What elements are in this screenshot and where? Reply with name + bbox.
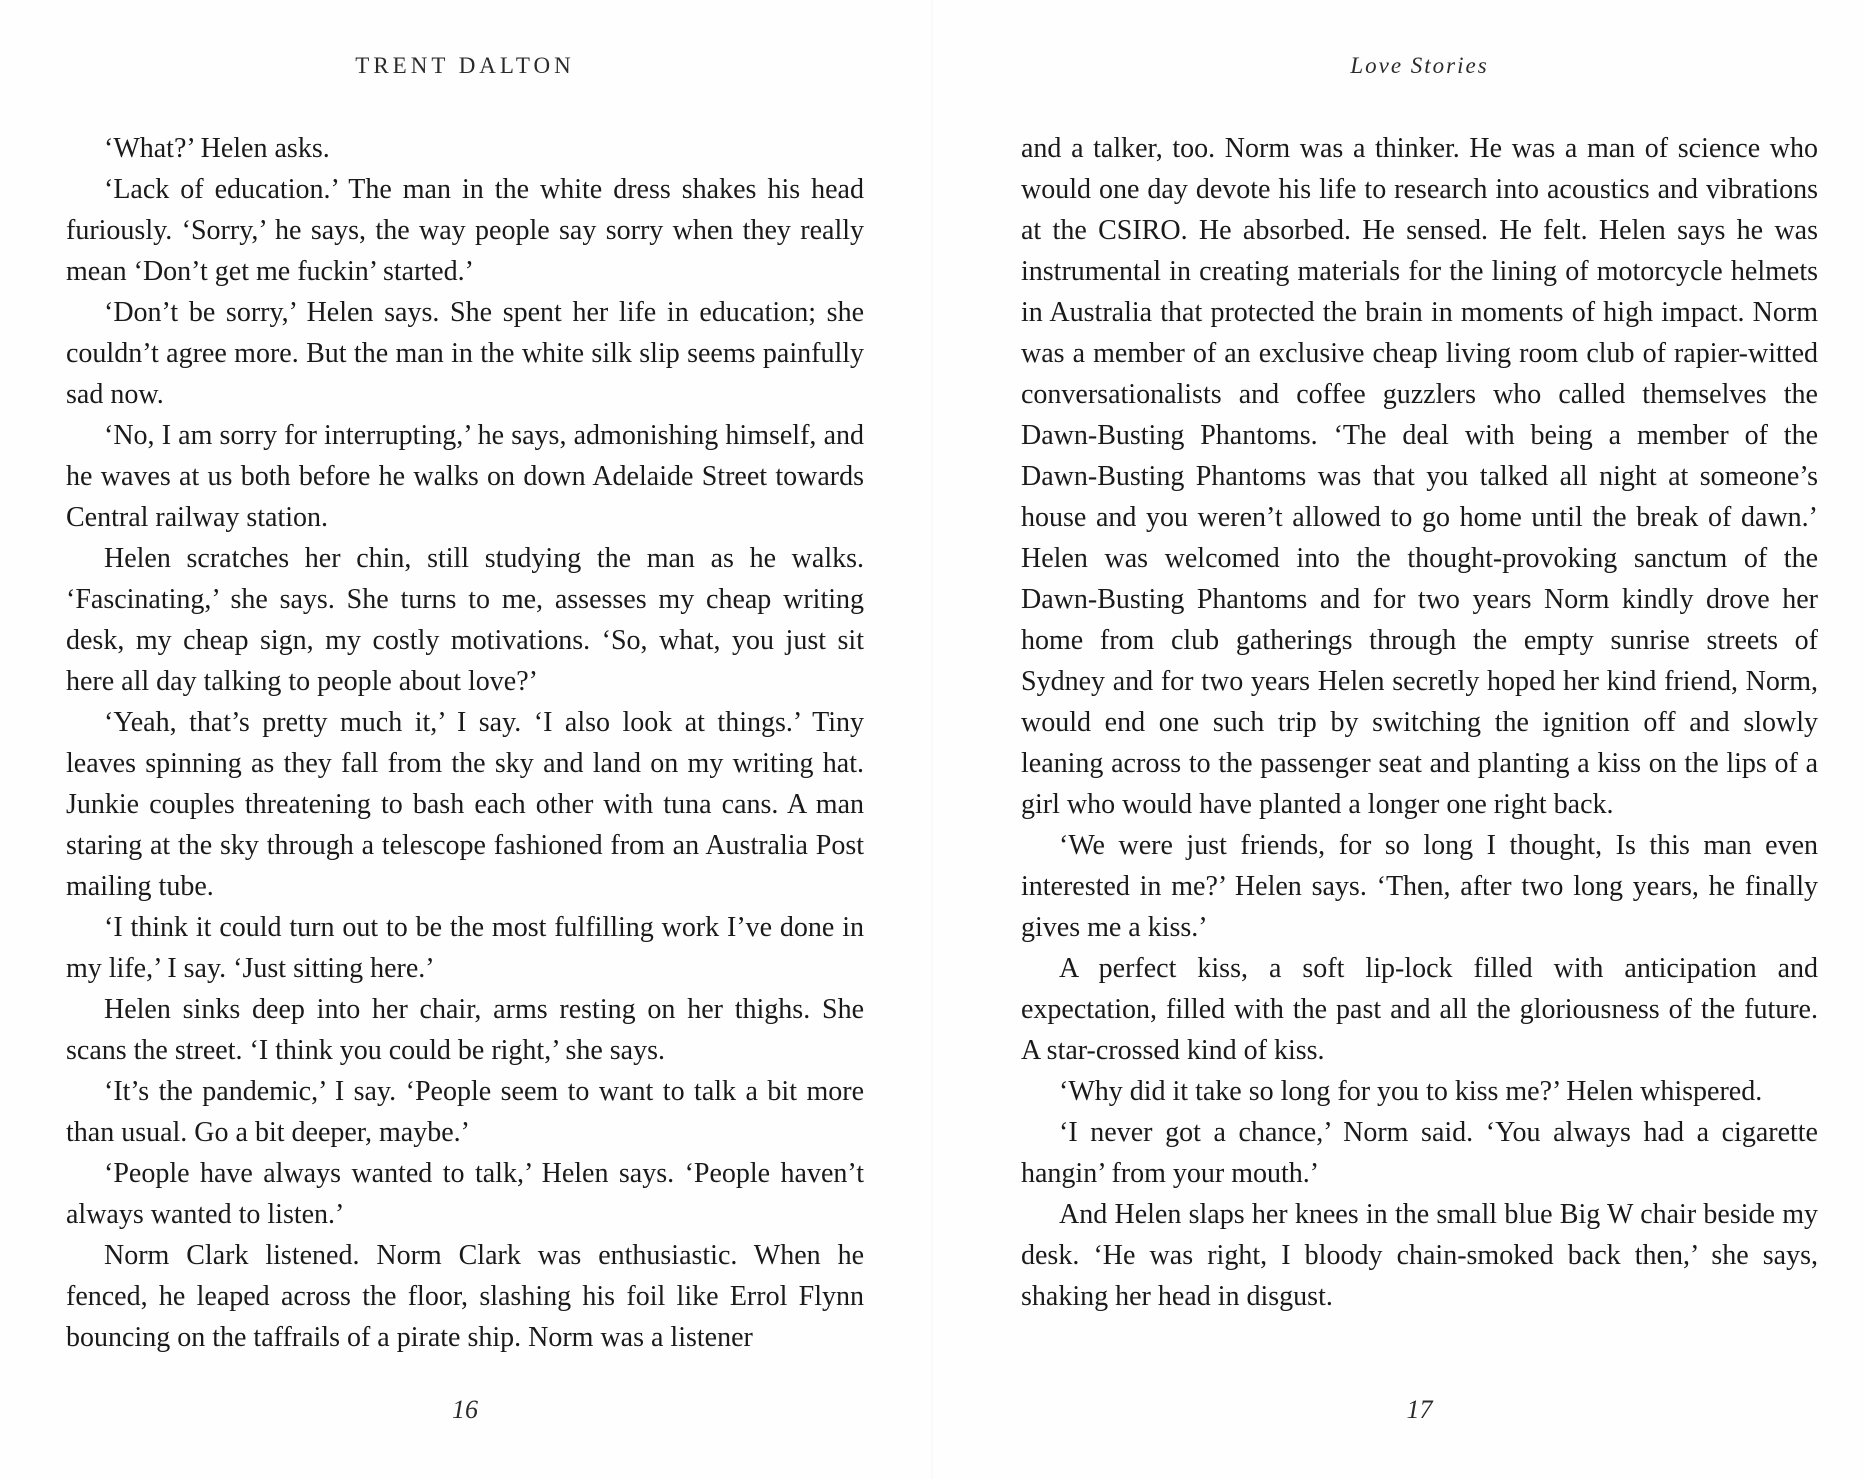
paragraph: And Helen slaps her knees in the small blue Big W chair beside my desk. ‘He was right, I bloody chain-smoked back then,’ she says, shaking her head in disgust.	[1021, 1199, 1818, 1312]
paragraph: Norm Clark listened. Norm Clark was enthusiastic. When he fenced, he leaped across the floor, slashing his foil like Errol Flynn bouncing on the taffrails of a pirate ship. Norm was a listener	[66, 1240, 864, 1353]
paragraph: and a talker, too. Norm was a thinker. He was a man of science who would one day devote his life to research into acoustics and vibrations at the CSIRO. He absorbed. He sensed. He felt. Helen says he was instrumental in creating materials for the lining of motorcycle helmets in Australia that protected the brain in moments of high impact. Norm was a member of an exclusive cheap living room club of rapier-witted conversationalists and coffee guzzlers who called themselves the Dawn-Busting Phantoms. ‘The deal with being a member of the Dawn-Busting Phantoms was that you talked all night at someone’s house and you weren’t allowed to go home until the break of dawn.’ Helen was welcomed into the thought-provoking sanctum of the Dawn-Busting Phantoms and for two years Norm kindly drove her home from club gatherings through the empty sunrise streets of Sydney and for two years Helen secretly hoped her kind friend, Norm, would end one such trip by switching the ignition off and slowly leaning across to the passenger seat and planting a kiss on the lips of a girl who would have planted a longer one right back.	[1021, 133, 1818, 820]
paragraph: Helen scratches her chin, still studying the man as he walks. ‘Fascinating,’ she says. She turns to me, assesses my cheap writing desk, my cheap sign, my costly motivations. ‘So, what, you just sit here all day talking to people about love?’	[66, 543, 864, 697]
paragraph: ‘What?’ Helen asks.	[104, 133, 330, 164]
right-page	[1021, 0, 1818, 1479]
left-page-text	[66, 128, 864, 1358]
paragraph: ‘It’s the pandemic,’ I say. ‘People seem to want to talk a bit more than usual. Go a bit deeper, maybe.’	[66, 1076, 864, 1148]
paragraph: A perfect kiss, a soft lip-lock filled with anticipation and expectation, filled with the past and all the gloriousness of the future. A star-crossed kind of kiss.	[1021, 953, 1818, 1066]
right-page-text	[1021, 128, 1818, 1317]
paragraph: Helen sinks deep into her chair, arms resting on her thighs. She scans the street. ‘I think you could be right,’ she says.	[66, 994, 864, 1066]
running-head-author: TRENT DALTON	[355, 53, 575, 78]
paragraph: ‘Yeah, that’s pretty much it,’ I say. ‘I also look at things.’ Tiny leaves spinning as they fall from the sky and land on my writing hat. Junkie couples threatening to bash each other with tuna cans. A man staring at the sky through a telescope fashioned from an Australia Post mailing tube.	[66, 707, 864, 902]
paragraph: ‘Why did it take so long for you to kiss me?’ Helen whispered.	[1059, 1076, 1763, 1107]
page-number: 16	[452, 1395, 478, 1424]
paragraph: ‘No, I am sorry for interrupting,’ he says, admonishing himself, and he waves at us both before he walks on down Adelaide Street towards Central railway station.	[66, 420, 864, 533]
page-gutter	[931, 0, 933, 1479]
page-number: 17	[1406, 1395, 1433, 1424]
paragraph: ‘I never got a chance,’ Norm said. ‘You always had a cigarette hangin’ from your mouth.’	[1021, 1117, 1818, 1189]
paragraph: ‘People have always wanted to talk,’ Helen says. ‘People haven’t always wanted to listen.’	[66, 1158, 864, 1230]
paragraph: ‘We were just friends, for so long I thought, Is this man even interested in me?’ Helen says. ‘Then, after two long years, he finally gives me a kiss.’	[1021, 830, 1818, 943]
left-page	[66, 0, 864, 1479]
running-head-title: Love Stories	[1350, 53, 1489, 78]
paragraph: ‘I think it could turn out to be the most fulfilling work I’ve done in my life,’ I say. ‘Just sitting here.’	[66, 912, 864, 984]
paragraph: ‘Lack of education.’ The man in the white dress shakes his head furiously. ‘Sorry,’ he says, the way people say sorry when they really mean ‘Don’t get me fuckin’ started.’	[66, 174, 864, 287]
paragraph: ‘Don’t be sorry,’ Helen says. She spent her life in education; she couldn’t agree more. But the man in the white silk slip seems painfully sad now.	[66, 297, 864, 410]
